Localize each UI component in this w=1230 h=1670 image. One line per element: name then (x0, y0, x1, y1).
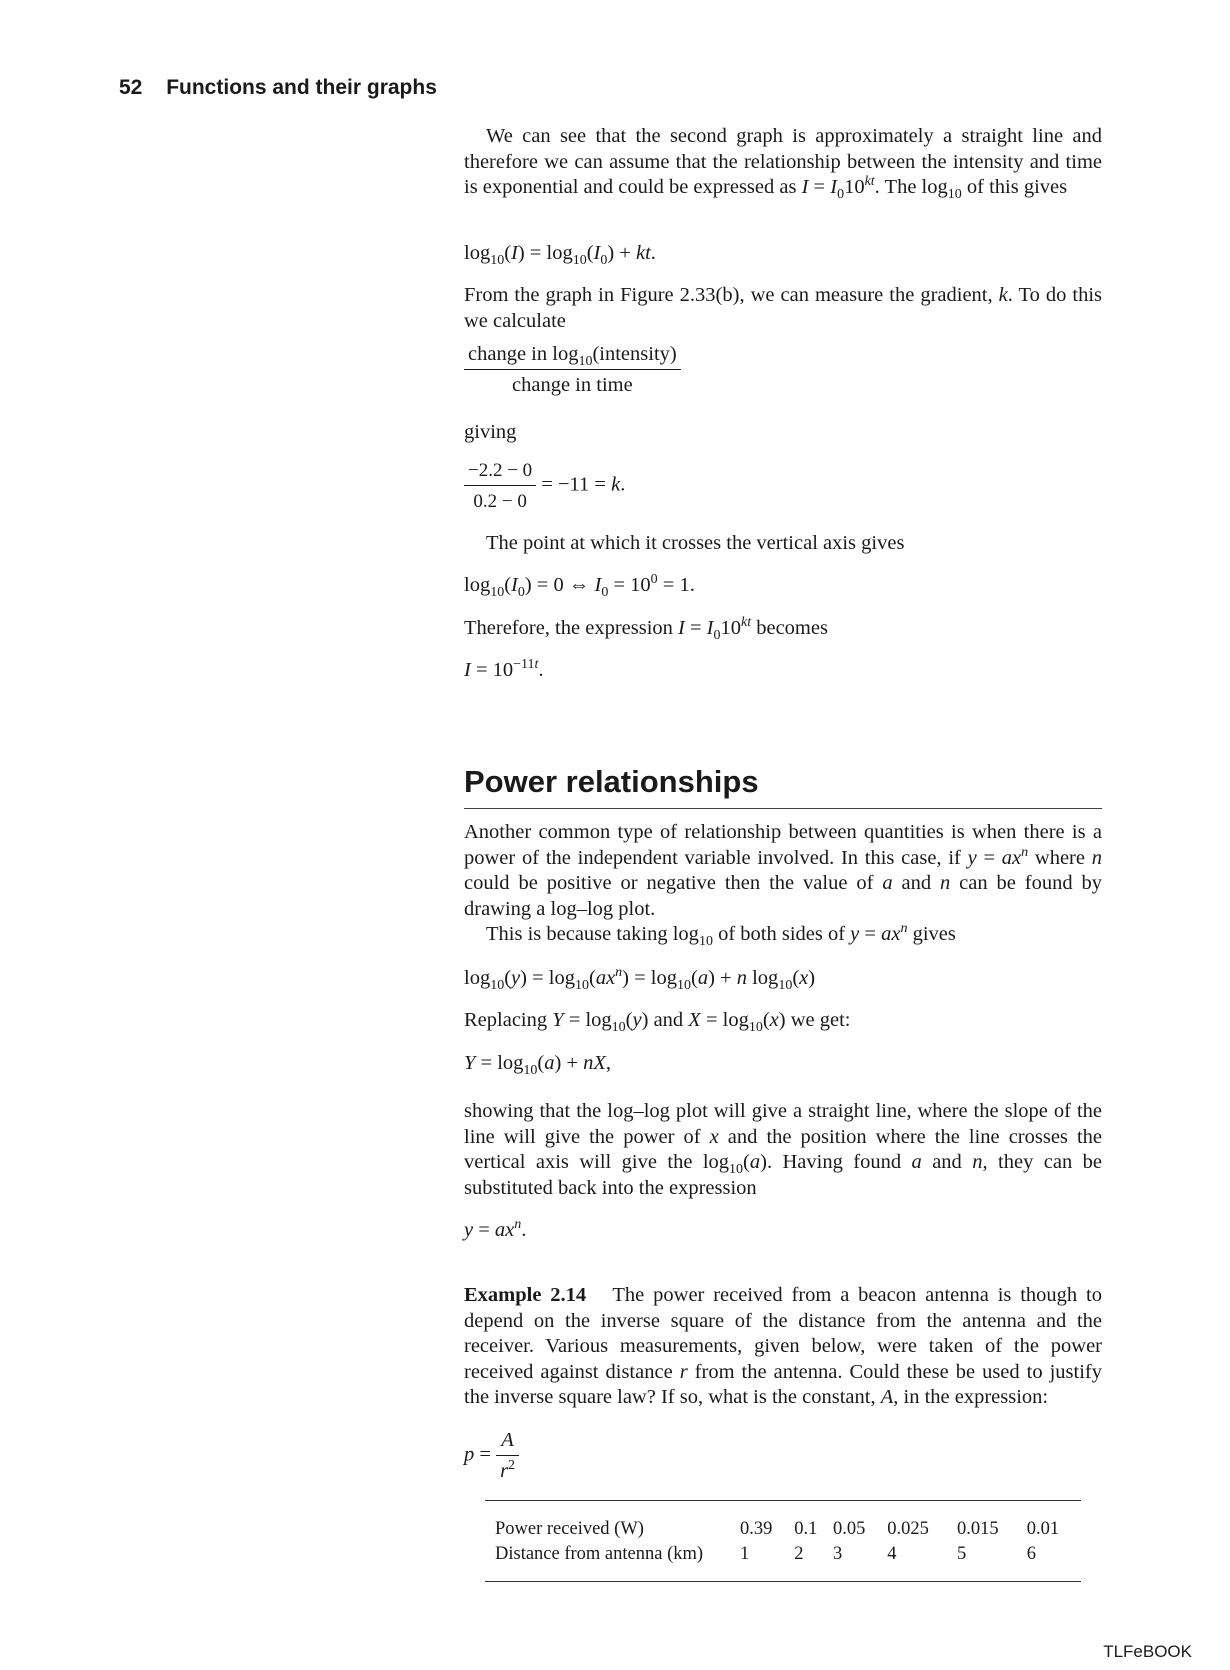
power-paragraph-1: Another common type of relationship between quantities is when there is a power of the independent variable involved. In this case, if $y = ax^n$ where n could be positive or negative then the value of a and n can be found by drawing a log–log plot. (464, 821, 1102, 920)
section-title: Power relationships (464, 764, 1102, 809)
replacing-text-a: Replacing (464, 1009, 553, 1031)
power-text-b: where (1028, 846, 1092, 869)
loglog-text-b: and the position where the line crosses the vertical axis will give the log (464, 1125, 1103, 1173)
gradient-paragraph: From the graph in Figure 2.33(b), we can measure the gradient, k. To do this we calculate (464, 284, 1103, 332)
replacing-text-b: and (648, 1009, 689, 1031)
power-text-h: gives (907, 923, 956, 945)
replacing-text-c: we get: (785, 1009, 851, 1031)
equation-log-power: $\log_{10}(y) = \log_{10}(ax^n) = \log_{10}(a) + n$ $\log_{10}(x)$ (464, 965, 816, 993)
example-label: Example 2.14 (464, 1284, 587, 1306)
example-text-c: , in the expression: (893, 1386, 1049, 1408)
calc-result: = −11 = (536, 473, 612, 496)
equation-power-law: $y = ax^n$. (464, 1217, 527, 1241)
table-cell: 0.39 (740, 1519, 773, 1539)
table-cell: 0.015 (957, 1519, 999, 1539)
therefore-text-a: Therefore, the expression (464, 617, 679, 639)
power-text-a: Another common type of relationship between quantities is when there is a power of the independent variable involved. In this case, if (464, 821, 1102, 869)
fraction-denominator: change in time (512, 374, 633, 396)
power-text-g: of both sides of (712, 923, 851, 945)
gradient-text-a: From the graph in Figure 2.33(b), we can measure the gradient, (464, 284, 999, 306)
example-paragraph: Example 2.14 The power received from a beacon antenna is though to depend on the inverse square of the distance from the antenna and the receiver. Various measurements, given below, were taken of the power received against distance r from the antenna. Could these be used to justify the inverse square law? If so, what is the constant, A, in the expression: (464, 1284, 1103, 1408)
gradient-fraction: $\frac{change in \log_{10}(intensity)}{\text{change in time}}$ (464, 342, 681, 398)
page-header (119, 76, 437, 100)
loglog-text-d: and (921, 1151, 973, 1173)
row-label: Distance from antenna (km) (495, 1544, 704, 1564)
equation-log-intensity: $\log_{10}(I) = \log_{10}(I_0)$ + kt. (464, 242, 656, 268)
intro-paragraph: We can see that the second graph is approximately a straight line and therefore we can assume that the relationship between the intensity and time is exponential and could be expressed as $I = I_010^{kt}$. The $\log_{10}$ of this gives (464, 125, 1102, 202)
equation-inverse-square: p = $\frac{A}{r^2}$ (464, 1428, 519, 1484)
table-row (485, 1501, 1081, 1543)
loglog-text-a: showing that the log–log plot will give a straight line, where the slope of the line will give the power of (464, 1100, 1102, 1148)
table-cell: 0.1 (794, 1519, 818, 1539)
loglog-text-c: . Having found (766, 1151, 912, 1173)
intro-text-c: of this gives (961, 176, 1068, 198)
therefore-text-b: becomes (751, 617, 828, 639)
replacing-paragraph: Replacing $Y = \log_{10}(y)$ and $X = \log_{10}(x)$ we get: (464, 1009, 851, 1035)
example-text-a: The power received from a beacon antenna is though to depend on the inverse square of the distance from the antenna and the receiver. Various measurements, given below, were taken of the power received against distance (464, 1284, 1102, 1383)
giving-label: giving (464, 421, 517, 443)
intro-text-b: . The log (874, 176, 948, 198)
row-label: Power received (W) (495, 1519, 644, 1539)
therefore-paragraph: Therefore, the expression $I = I_010^{kt}$ becomes (464, 615, 828, 643)
power-paragraph-2: This is because taking $\log_{10}$ of both sides of $y = ax^n$ gives (486, 921, 956, 949)
table-cell: 4 (887, 1544, 897, 1564)
chapter-title: Functions and their graphs (166, 76, 437, 99)
table-cell: 0.01 (1026, 1519, 1060, 1539)
power-text-d: and (892, 872, 940, 894)
loglog-text-e: , they can be substituted back into the expression (464, 1151, 1102, 1199)
equation-intercept: $\log_{10}(I_0) = 0$ ⇔ $I_0 = 10^0 = 1$. (464, 572, 695, 600)
table-cell: 1 (740, 1544, 750, 1564)
loglog-paragraph: showing that the log–log plot will give a straight line, where the slope of the line will give the power of x and the position where the line crosses the vertical axis will give the $\log_{10}(a)$. Having found a and n, they can be substituted back into the expression (464, 1100, 1103, 1199)
calc-denominator: 0.2 − 0 (473, 491, 527, 512)
power-text-e: can be found by drawing a log–log plot. (464, 872, 1102, 920)
measurements-table (485, 1500, 1081, 1582)
table-cell: 0.05 (833, 1519, 866, 1539)
table-cell: 2 (794, 1544, 804, 1564)
gradient-calculation: $\frac{-2.2 - 0}{0.2 - 0}$ = −11 = k. (464, 458, 625, 514)
table-cell: 5 (957, 1544, 967, 1564)
calc-numerator: −2.2 − 0 (464, 458, 536, 486)
table-cell: 3 (833, 1544, 843, 1564)
table-row (485, 1542, 1081, 1582)
table-cell: 6 (1026, 1544, 1036, 1564)
power-text-f: This is because taking log (486, 923, 699, 945)
footer-watermark: TLFeBOOK (1103, 1642, 1192, 1661)
gradient-text-b: . To do this we calculate (464, 284, 1103, 332)
intro-text-a: We can see that the second graph is approximately a straight line and therefore we can assume that the relationship between the intensity and time is exponential and could be expressed as (464, 125, 1102, 198)
example-text-b: from the antenna. Could these be used to justify the inverse square law? If so, what is the constant, (464, 1360, 1103, 1408)
fraction-numerator: change in log (468, 343, 579, 365)
equation-linear-form: $Y = \log_{10}(a)$ + nX, (464, 1052, 612, 1078)
table-cell: 0.025 (887, 1519, 929, 1539)
fraction-numerator-tail: (intensity) (592, 343, 677, 365)
power-text-c: could be positive or negative then the value of (464, 872, 883, 894)
vertical-axis-text: The point at which it crosses the vertical axis gives (486, 532, 905, 554)
page-number: 52 (119, 76, 143, 99)
final-equation: $I = 10^{-11t}$. (464, 657, 544, 681)
